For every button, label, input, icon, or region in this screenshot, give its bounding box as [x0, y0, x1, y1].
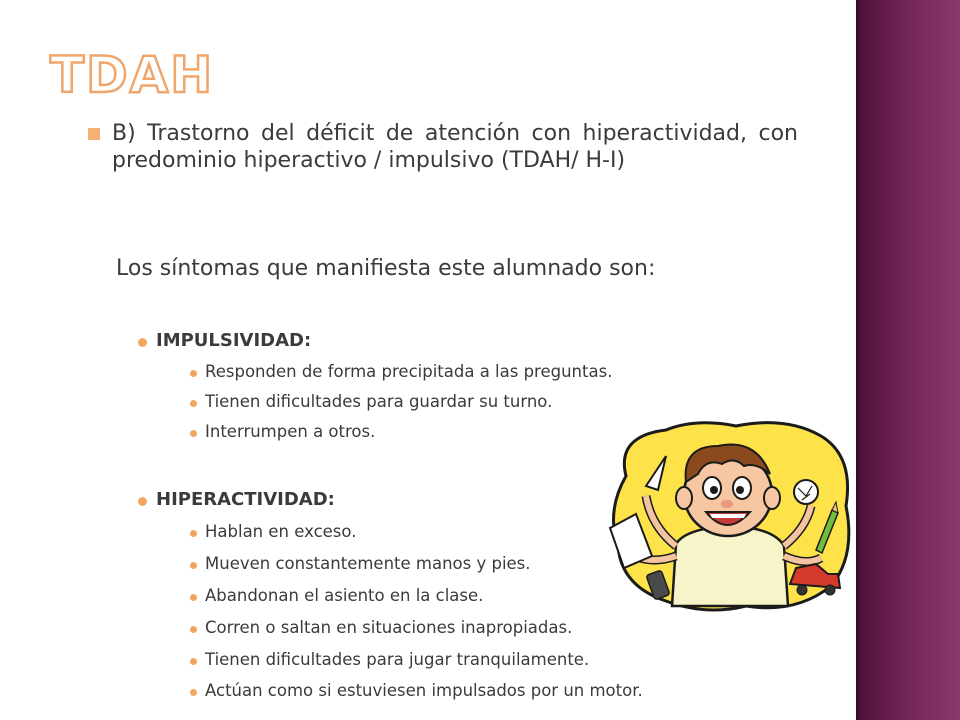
- decorative-sidebar: [856, 0, 960, 720]
- intro-text: Los síntomas que manifiesta este alumnado son:: [116, 256, 656, 281]
- list-item: Actúan como si estuviesen impulsados por un motor.: [205, 681, 643, 700]
- list-item: Interrumpen a otros.: [205, 422, 376, 441]
- list-item: Corren o saltan en situaciones inapropiadas.: [205, 618, 573, 637]
- list-item: Responden de forma precipitada a las preguntas.: [205, 362, 613, 381]
- hyperactive-boy-illustration: [606, 416, 856, 612]
- item-bullet-icon: [190, 530, 197, 537]
- list-item: Mueven constantemente manos y pies.: [205, 554, 531, 573]
- list-item: Abandonan el asiento en la clase.: [205, 586, 484, 605]
- list-item: Tienen dificultades para jugar tranquilamente.: [205, 650, 590, 669]
- item-bullet-icon: [190, 430, 197, 437]
- item-bullet-icon: [190, 626, 197, 633]
- square-bullet-icon: [88, 128, 100, 140]
- item-bullet-icon: [190, 370, 197, 377]
- list-item: Tienen dificultades para guardar su turno.: [205, 392, 553, 411]
- section-title-impulsividad: IMPULSIVIDAD:: [156, 330, 312, 351]
- main-point: B) Trastorno del déficit de atención con hiperactividad, con predominio hiperactivo / impulsivo (TDAH/ H-I): [112, 121, 798, 173]
- list-item: Hablan en exceso.: [205, 522, 357, 541]
- item-bullet-icon: [190, 689, 197, 696]
- item-bullet-icon: [190, 400, 197, 407]
- item-bullet-icon: [190, 658, 197, 665]
- section-bullet-icon: [138, 338, 147, 347]
- section-bullet-icon: [138, 497, 147, 506]
- item-bullet-icon: [190, 562, 197, 569]
- section-title-hiperactividad: HIPERACTIVIDAD:: [156, 489, 335, 510]
- slide-title: TDAH: [50, 46, 215, 104]
- item-bullet-icon: [190, 594, 197, 601]
